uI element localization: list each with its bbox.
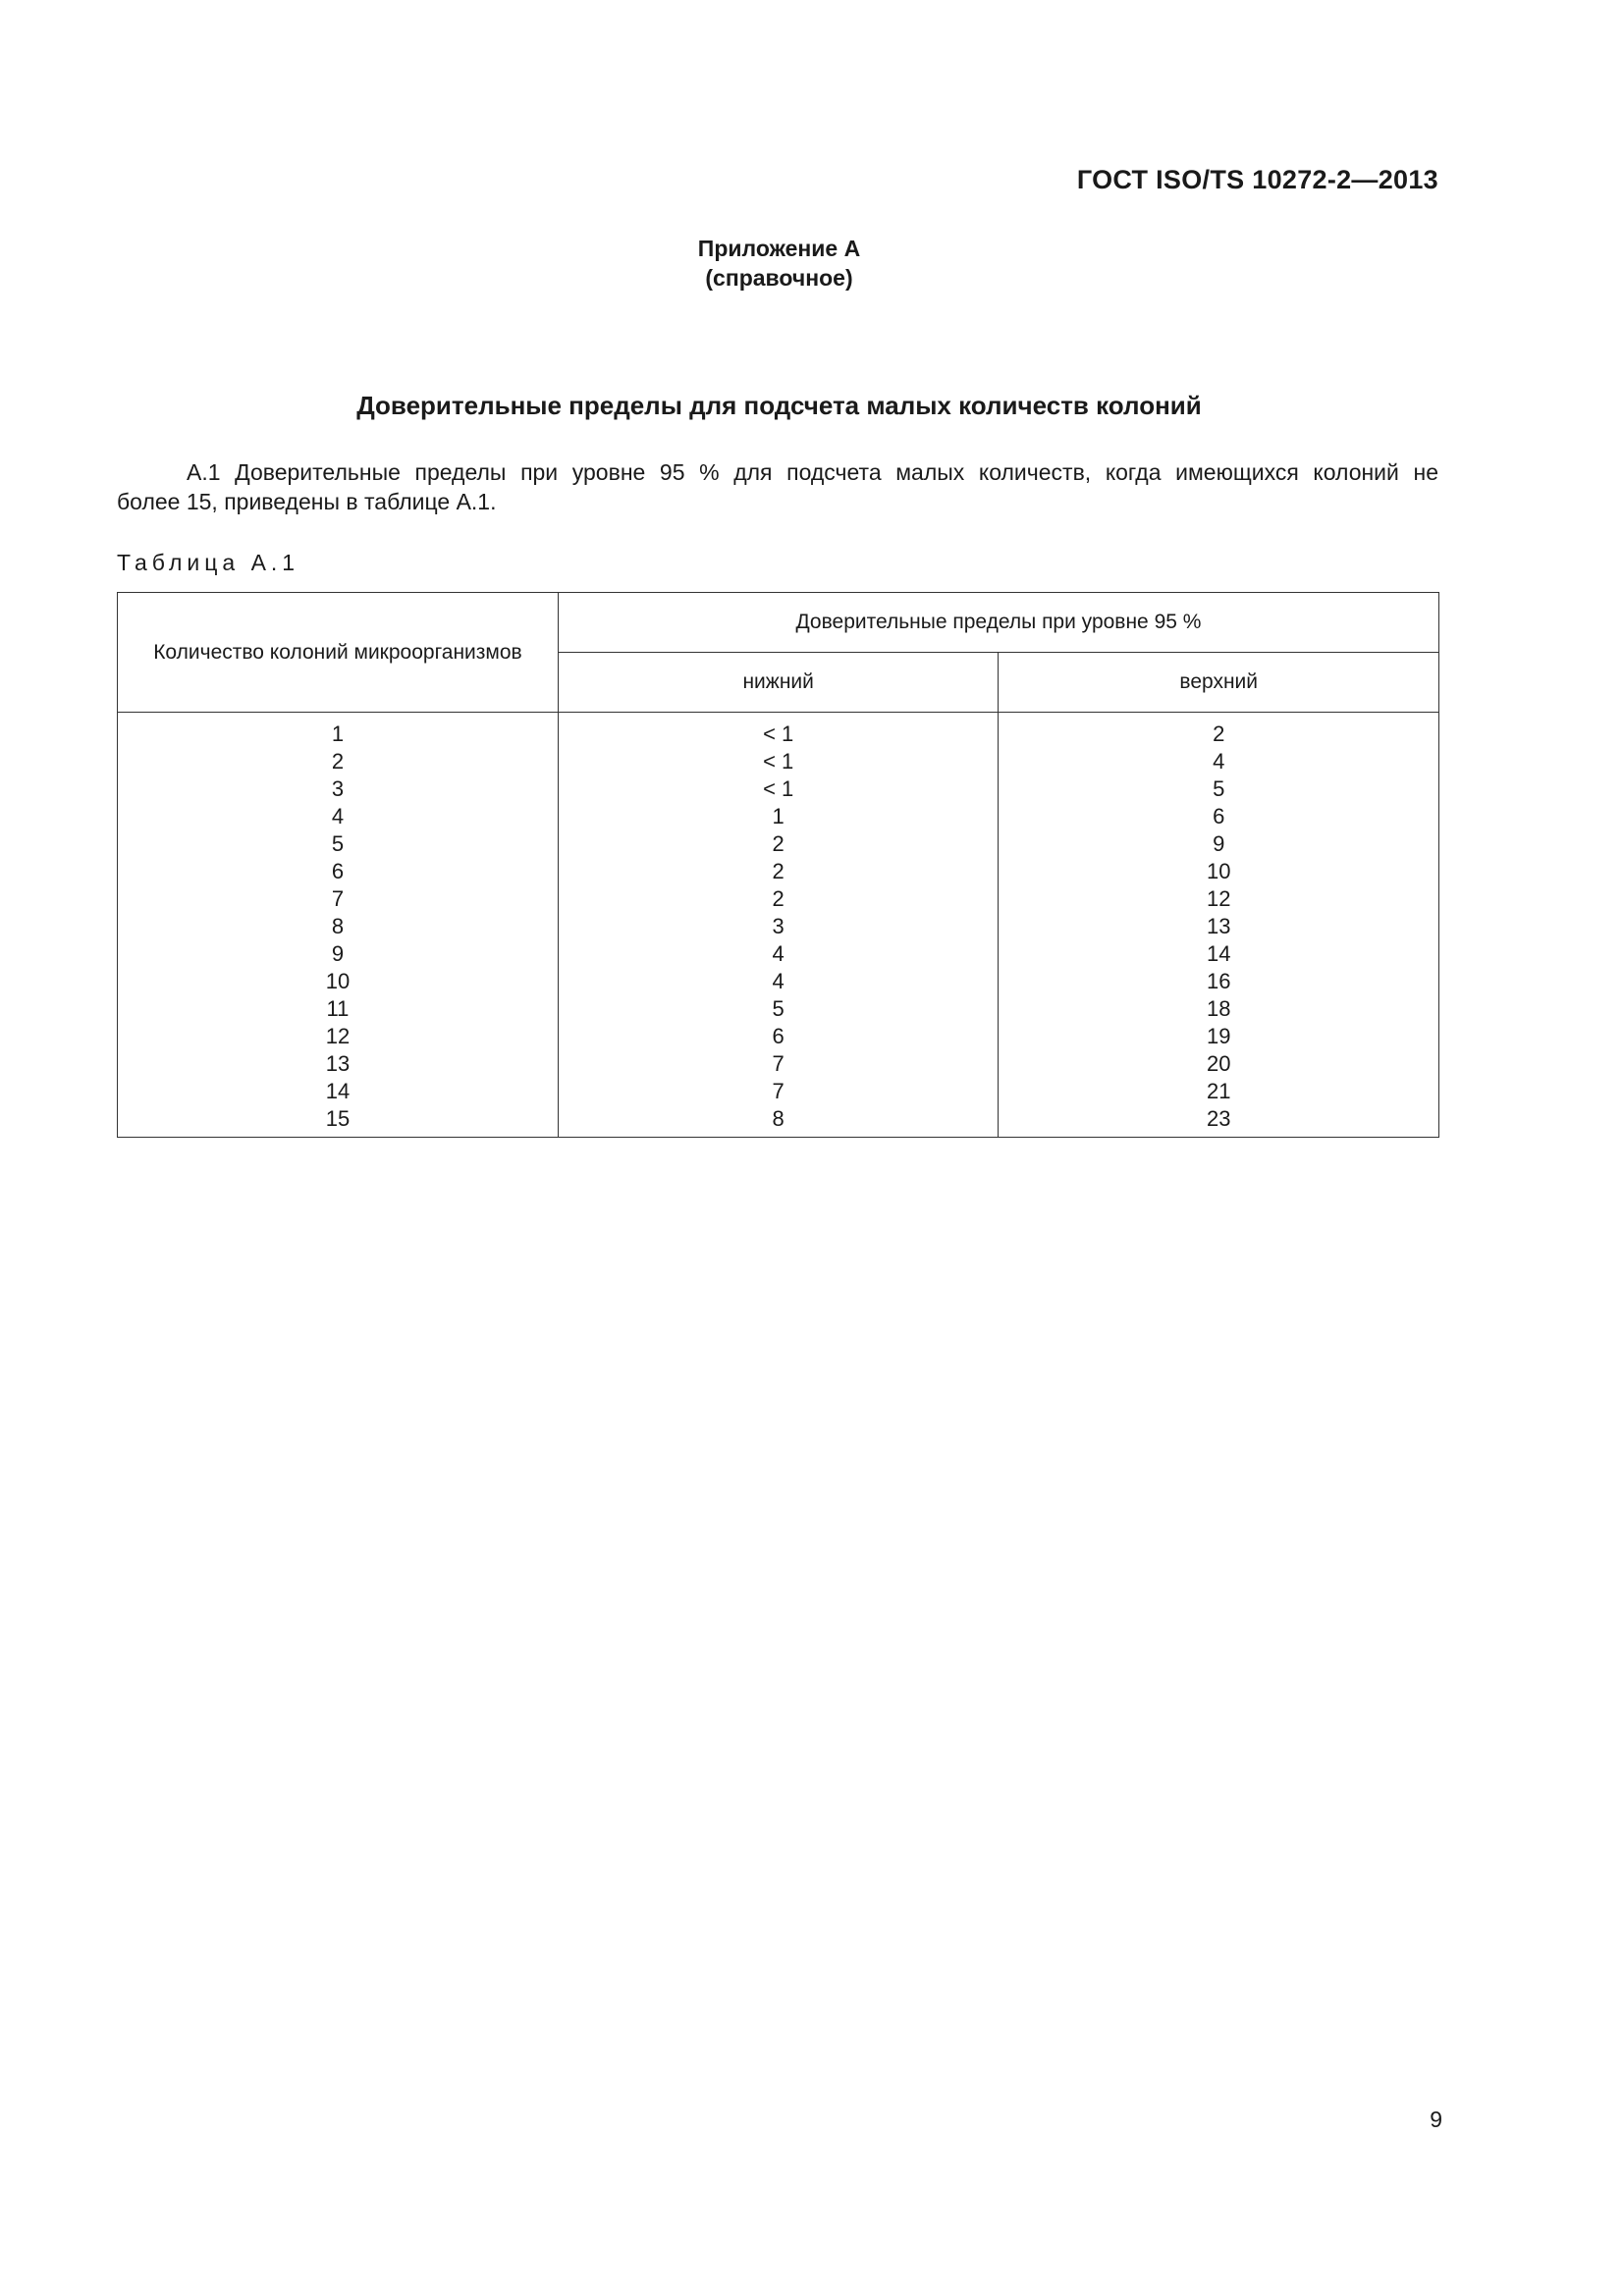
cell-lower: 7 <box>772 1079 784 1103</box>
cell-upper: 12 <box>1206 886 1231 911</box>
cell-upper: 19 <box>1206 1024 1231 1048</box>
page-number: 9 <box>1430 2107 1442 2132</box>
header-confidence-limits: Доверительные пределы при уровне 95 % <box>558 593 1438 653</box>
cell-lower: 4 <box>772 969 784 993</box>
cell-count: 1 <box>331 721 345 746</box>
cell-lower: 8 <box>772 1106 784 1131</box>
cell-lower: 3 <box>772 914 784 938</box>
cell-upper: 20 <box>1206 1051 1231 1076</box>
cell-count: 11 <box>326 996 350 1021</box>
cell-upper: 18 <box>1206 996 1231 1021</box>
paragraph-line-2: более 15, приведены в таблице А.1. <box>117 489 497 514</box>
cell-count: 7 <box>331 886 345 911</box>
table-body-row <box>118 713 1439 1138</box>
cell-lower: 2 <box>772 831 784 856</box>
cell-lower: 2 <box>772 859 784 883</box>
cell-lower: < 1 <box>763 749 794 774</box>
annex-title: Приложение А <box>697 236 861 261</box>
cell-count: 6 <box>331 859 345 883</box>
section-heading: Доверительные пределы для подсчета малых количеств колоний <box>356 391 1202 420</box>
cell-count: 5 <box>331 831 345 856</box>
column-upper-values <box>999 713 1439 1138</box>
cell-lower: 7 <box>772 1051 784 1076</box>
cell-upper: 13 <box>1206 914 1231 938</box>
cell-upper: 9 <box>1213 831 1225 856</box>
cell-upper: 6 <box>1213 804 1225 828</box>
table-caption: Таблица А.1 <box>117 550 300 575</box>
cell-lower: < 1 <box>763 721 794 746</box>
cell-lower: 5 <box>772 996 784 1021</box>
cell-count: 15 <box>325 1106 351 1131</box>
cell-upper: 21 <box>1206 1079 1231 1103</box>
cell-upper: 10 <box>1206 859 1231 883</box>
cell-lower: < 1 <box>763 776 794 801</box>
cell-lower: 1 <box>772 804 784 828</box>
document-code: ГОСТ ISO/TS 10272-2—2013 <box>1076 165 1438 194</box>
annex-kind: (справочное) <box>705 265 853 291</box>
header-upper: верхний <box>999 653 1439 713</box>
paragraph-line-1: А.1 Доверительные пределы при уровне 95 % для подсчета малых количеств, когда имеющихся колоний не <box>187 459 1438 485</box>
column-lower-values <box>558 713 999 1138</box>
cell-upper: 14 <box>1206 941 1231 966</box>
cell-upper: 5 <box>1213 776 1225 801</box>
cell-lower: 2 <box>772 886 784 911</box>
cell-upper: 4 <box>1213 749 1225 774</box>
cell-upper: 16 <box>1206 969 1231 993</box>
cell-count: 10 <box>325 969 351 993</box>
cell-count: 2 <box>331 749 345 774</box>
cell-count: 13 <box>325 1051 351 1076</box>
confidence-limits-table <box>117 592 1439 1138</box>
header-lower: нижний <box>558 653 999 713</box>
cell-count: 9 <box>331 941 345 966</box>
cell-lower: 6 <box>772 1024 784 1048</box>
cell-count: 14 <box>325 1079 351 1103</box>
column-count-values <box>118 713 559 1138</box>
cell-upper: 2 <box>1213 721 1225 746</box>
paragraph-a1 <box>117 457 1438 516</box>
cell-lower: 4 <box>772 941 784 966</box>
cell-count: 3 <box>331 776 345 801</box>
cell-upper: 23 <box>1206 1106 1231 1131</box>
cell-count: 4 <box>331 804 345 828</box>
cell-count: 8 <box>331 914 345 938</box>
cell-count: 12 <box>325 1024 351 1048</box>
header-colony-count: Количество колоний микроорганизмов <box>118 593 559 713</box>
